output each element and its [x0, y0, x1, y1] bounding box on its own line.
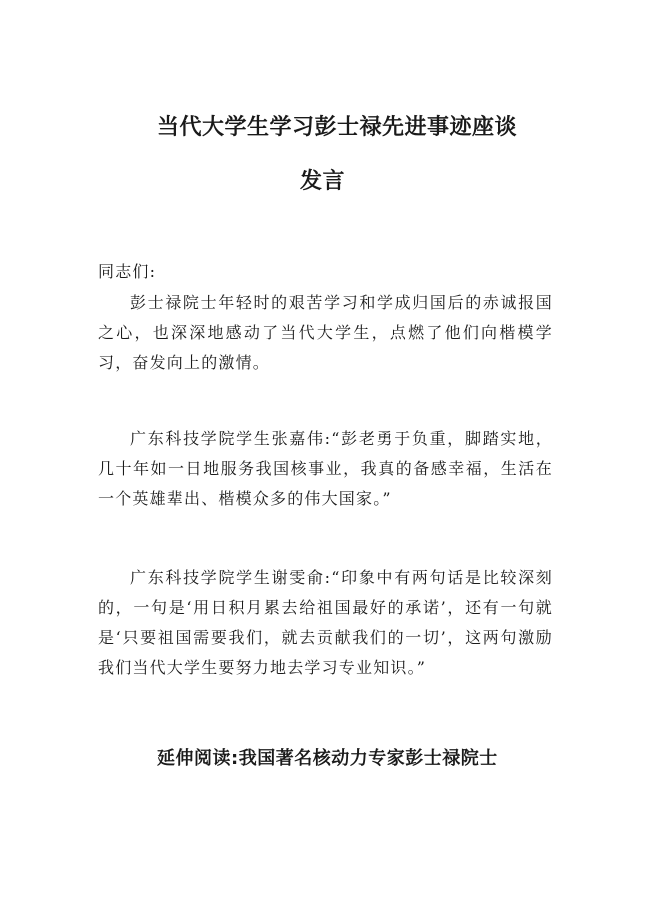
- paragraph-student-quote-1: 广东科技学院学生张嘉伟:“彭老勇于负重，脚踏实地，几十年如一日地服务我国核事业，我真的备感幸福，生活在一个英雄辈出、楷模众多的伟大国家。”: [98, 429, 553, 508]
- greeting: 同志们:: [98, 262, 157, 281]
- extended-reading-heading: 延伸阅读:我国著名核动力专家彭士禄院士: [157, 748, 498, 769]
- document-title-line-2: 发言: [300, 169, 346, 194]
- paragraph-student-quote-2: 广东科技学院学生谢雯俞:“印象中有两句话是比较深刻的，一句是‘用日积月累去给祖国最好的承诺’，还有一句就是‘只要祖国需要我们，就去贡献我们的一切’，这两句激励我们当代大学生要努力地去学习专业知识。”: [98, 568, 553, 677]
- document-title-line-1: 当代大学生学习彭士禄先进事迹座谈: [157, 115, 518, 140]
- paragraph-intro: 彭士禄院士年轻时的艰苦学习和学成归国后的赤诚报国之心，也深深地感动了当代大学生，点燃了他们向楷模学习，奋发向上的激情。: [98, 293, 553, 372]
